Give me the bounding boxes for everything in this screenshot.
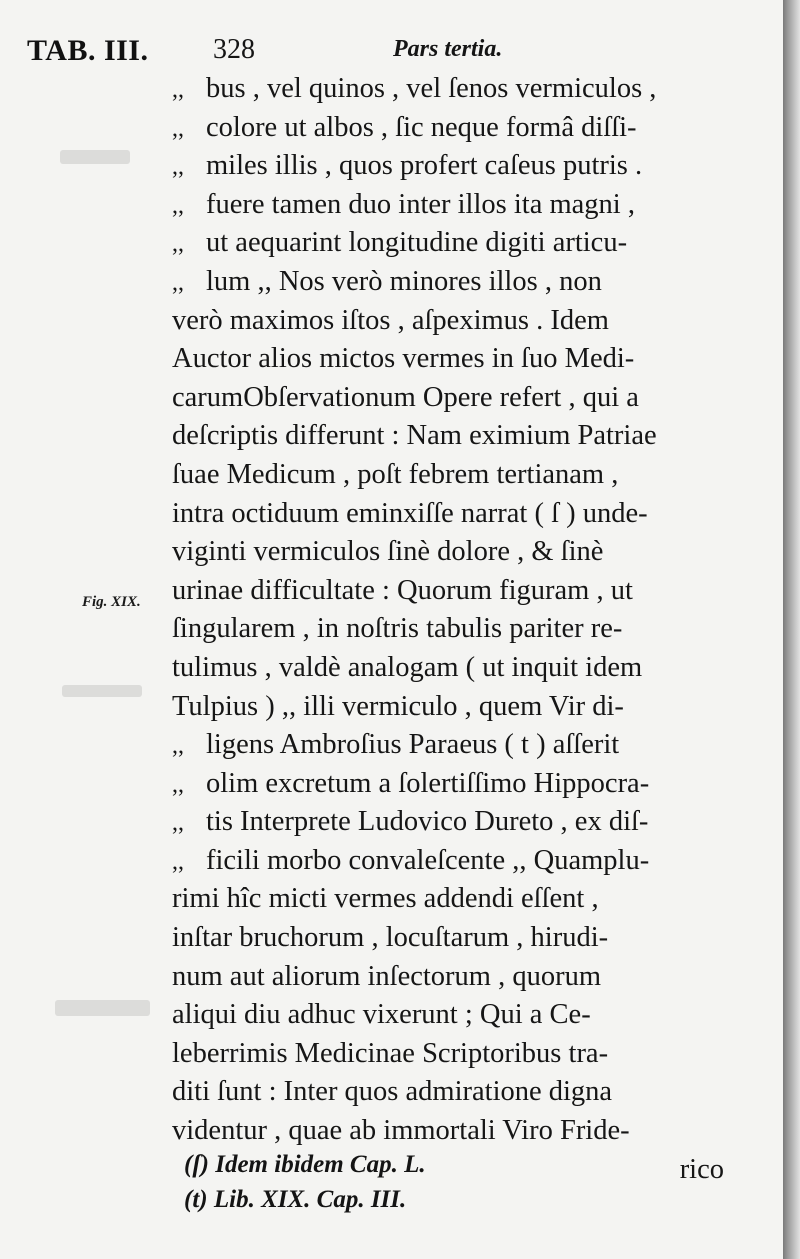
text-line xyxy=(172,109,760,148)
line-text: aliqui diu adhuc vixerunt ; Qui a Ce- xyxy=(172,999,591,1031)
text-line xyxy=(172,1073,760,1112)
text-line xyxy=(172,958,760,997)
quote-mark: ,, xyxy=(172,231,184,258)
text-line xyxy=(172,803,760,842)
line-text: urinae difficultate : Quorum figuram , ut xyxy=(172,574,633,606)
line-text: fuere tamen duo inter illos ita magni , xyxy=(206,188,635,220)
line-text: diti ſunt : Inter quos admiratione digna xyxy=(172,1076,613,1108)
line-text: tis Interprete Ludovico Dureto , ex diſ- xyxy=(206,806,649,838)
text-line xyxy=(172,379,760,418)
text-line xyxy=(172,649,760,688)
line-text: ficili morbo convaleſcente ,, Quamplu- xyxy=(206,844,650,876)
page-header xyxy=(27,34,757,70)
book-gutter-shadow xyxy=(783,0,800,1259)
ink-smudge xyxy=(60,150,130,164)
line-text: intra octiduum eminxiſſe narrat ( ſ ) unde- xyxy=(172,497,648,529)
page-number: 328 xyxy=(213,34,255,65)
text-line xyxy=(172,186,760,225)
text-line xyxy=(172,495,760,534)
line-text: ſuae Medicum , poſt febrem tertianam , xyxy=(172,458,619,490)
ink-smudge xyxy=(62,685,142,697)
quote-mark: ,, xyxy=(172,154,184,181)
text-line xyxy=(172,765,760,804)
line-text: carumObſervationum Opere refert , qui a xyxy=(172,381,639,413)
text-line xyxy=(172,880,760,919)
text-line xyxy=(172,919,760,958)
line-text: deſcriptis differunt : Nam eximium Patriae xyxy=(172,420,657,452)
line-text: leberrimis Medicinae Scriptoribus tra- xyxy=(172,1037,609,1069)
catchword: rico xyxy=(679,1153,724,1185)
quote-mark: ,, xyxy=(172,848,184,875)
text-line xyxy=(172,263,760,302)
quote-mark: ,, xyxy=(172,192,184,219)
line-text: miles illis , quos profert caſeus putris . xyxy=(206,150,643,182)
line-text: num aut aliorum inſectorum , quorum xyxy=(172,960,602,992)
line-text: ſingularem , in noſtris tabulis pariter re- xyxy=(172,613,623,645)
footnote-t: (t) Lib. XIX. Cap. III. xyxy=(184,1186,407,1213)
footnotes xyxy=(184,1147,744,1217)
line-text: viginti vermiculos ſinè dolore , & ſinè xyxy=(172,536,604,568)
text-line xyxy=(172,147,760,186)
text-line xyxy=(172,842,760,881)
margin-note-figure: Fig. XIX. xyxy=(82,594,141,610)
plate-reference: TAB. III. xyxy=(27,34,149,67)
line-text: ut aequarint longitudine digiti articu- xyxy=(206,227,628,259)
text-line xyxy=(172,688,760,727)
text-line xyxy=(172,340,760,379)
footnote-f: (ſ) Idem ibidem Cap. L. xyxy=(184,1151,426,1178)
line-text: rimi hîc micti vermes addendi eſſent , xyxy=(172,883,599,915)
line-text: tulimus , valdè analogam ( ut inquit idem xyxy=(172,651,643,683)
text-line xyxy=(172,726,760,765)
text-line xyxy=(172,610,760,649)
line-text: Auctor alios mictos vermes in ſuo Medi- xyxy=(172,343,635,375)
line-text: videntur , quae ab immortali Viro Fride- xyxy=(172,1115,630,1147)
line-text: colore ut albos , ſic neque formâ diſſi- xyxy=(206,111,637,143)
text-line xyxy=(172,1035,760,1074)
body-text xyxy=(172,70,760,1189)
quote-mark: ,, xyxy=(172,771,184,798)
text-line xyxy=(172,224,760,263)
text-line xyxy=(172,1112,760,1151)
text-line xyxy=(172,533,760,572)
text-line xyxy=(172,996,760,1035)
quote-mark: ,, xyxy=(172,115,184,142)
ink-smudge xyxy=(55,1000,150,1016)
line-text: lum ,, Nos verò minores illos , non xyxy=(206,265,602,297)
line-text: ligens Ambroſius Paraeus ( t ) aſſerit xyxy=(206,729,620,761)
line-text: inſtar bruchorum , locuſtarum , hirudi- xyxy=(172,922,609,954)
quote-mark: ,, xyxy=(172,810,184,837)
text-line xyxy=(172,417,760,456)
text-line xyxy=(172,572,760,611)
line-text: bus , vel quinos , vel ſenos vermiculos , xyxy=(206,73,657,104)
line-text: olim excretum a ſolertiſſimo Hippocra- xyxy=(206,767,650,799)
text-line xyxy=(172,70,760,109)
quote-mark: ,, xyxy=(172,77,184,103)
running-head: Pars tertia. xyxy=(393,36,503,62)
quote-mark: ,, xyxy=(172,733,184,760)
text-line xyxy=(172,456,760,495)
quote-mark: ,, xyxy=(172,269,184,296)
text-line xyxy=(172,302,760,341)
line-text: verò maximos iſtos , aſpeximus . Idem xyxy=(172,304,609,336)
line-text: Tulpius ) ,, illi vermiculo , quem Vir di- xyxy=(172,690,624,722)
